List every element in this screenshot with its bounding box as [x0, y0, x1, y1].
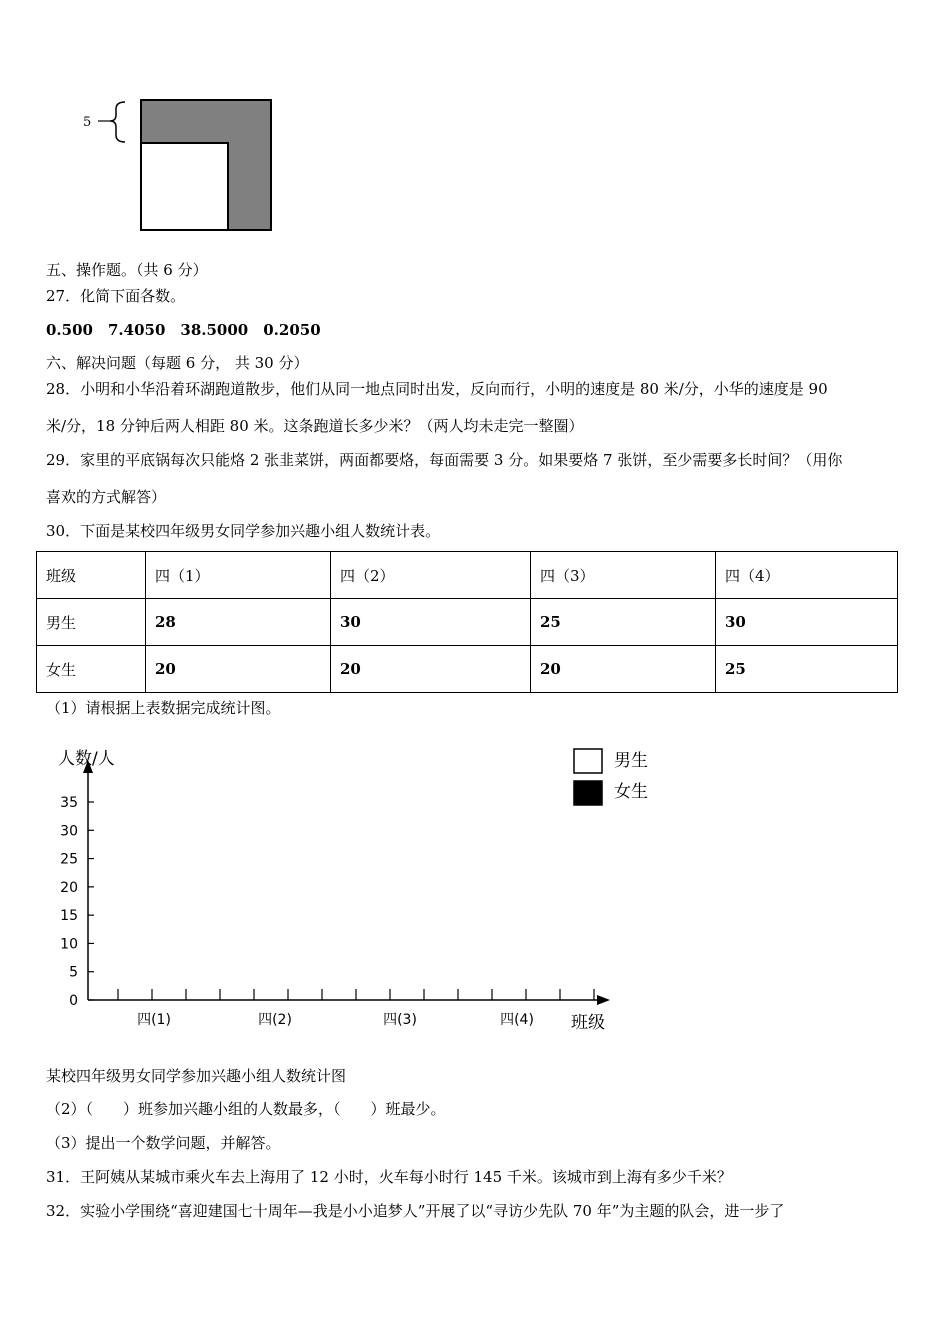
y-tick-label: 10 [60, 936, 78, 953]
table-cell: 25 [716, 646, 898, 693]
table-cell: 30 [716, 599, 898, 646]
x-category-label: 四(2) [258, 1012, 292, 1028]
table-cell: 30 [331, 599, 531, 646]
q30-text: 30．下面是某校四年级男女同学参加兴趣小组人数统计表。 [46, 522, 441, 540]
y-tick-label: 25 [60, 851, 78, 868]
legend-swatch-boys [574, 749, 602, 773]
y-tick-label: 35 [60, 795, 78, 811]
stats-table [36, 551, 898, 693]
y-axis-label: 人数/人 [58, 749, 115, 769]
brace-mark [110, 102, 125, 142]
y-tick-label: 20 [60, 879, 78, 896]
q29-line2: 喜欢的方式解答） [46, 488, 167, 506]
y-tick-label: 30 [60, 823, 78, 840]
legend-label-girls: 女生 [614, 782, 648, 802]
table-cell: 28 [146, 599, 331, 646]
q30-sub2: （2）（ ）班参加兴趣小组的人数最多，（ ）班最少。 [46, 1100, 446, 1118]
q29-line1: 29．家里的平底锅每次只能烙 2 张韭菜饼，两面都要烙，每面需要 3 分。如果要烙 7 张饼，至少需要多长时间？（用你 [46, 451, 843, 469]
y-tick-label: 0 [69, 993, 78, 1009]
table-cell: 20 [531, 646, 716, 693]
legend-swatch-girls [574, 781, 602, 805]
x-category-label: 四(1) [137, 1012, 171, 1028]
q28-line2: 米/分，18 分钟后两人相距 80 米。这条跑道长多少米？（两人均未走完一整圈） [46, 417, 584, 435]
chart-caption: 某校四年级男女同学参加兴趣小组人数统计图 [46, 1067, 347, 1085]
table-row-label: 女生 [37, 646, 146, 693]
table-cell: 20 [146, 646, 331, 693]
bar-chart [50, 738, 650, 1038]
figure-label: 5 [83, 115, 92, 130]
y-tick-label: 15 [60, 908, 78, 925]
inner-white-square [141, 143, 228, 230]
q27-numbers: 0.500 7.4050 38.5000 0.2050 [46, 321, 321, 339]
table-header-cell: 班级 [37, 552, 146, 599]
y-tick-label: 5 [69, 964, 78, 981]
q28-line1: 28．小明和小华沿着环湖跑道散步，他们从同一地点同时出发，反向而行，小明的速度是 80 米/分，小华的速度是 90 [46, 380, 828, 398]
x-category-label: 四(4) [500, 1012, 534, 1028]
table-cell: 20 [331, 646, 531, 693]
q30-sub3: （3）提出一个数学问题，并解答。 [46, 1134, 281, 1152]
table-header-row [37, 552, 898, 599]
x-axis-arrow [597, 995, 610, 1005]
section-6-title: 六、解决问题（每题 6 分， 共 30 分） [46, 354, 309, 372]
table-row-girls [37, 646, 898, 693]
x-category-label: 四(3) [383, 1012, 417, 1028]
table-header-cell: 四（1） [146, 552, 331, 599]
q31-text: 31．王阿姨从某城市乘火车去上海用了 12 小时，火车每小时行 145 千米。该城市到上海有多少千米？ [46, 1168, 732, 1186]
table-cell: 25 [531, 599, 716, 646]
table-header-cell: 四（2） [331, 552, 531, 599]
q27-text: 27．化简下面各数。 [46, 287, 186, 305]
table-header-cell: 四（3） [531, 552, 716, 599]
square-figure [80, 95, 280, 235]
table-header-cell: 四（4） [716, 552, 898, 599]
legend-label-boys: 男生 [614, 751, 648, 771]
section-5-title: 五、操作题。（共 6 分） [46, 261, 208, 279]
q32-text: 32．实验小学围绕“喜迎建国七十周年—我是小小追梦人”开展了以“寻访少先队 70 年”为主题的队会，进一步了 [46, 1202, 785, 1220]
q30-sub1: （1）请根据上表数据完成统计图。 [46, 699, 281, 717]
table-row-label: 男生 [37, 599, 146, 646]
x-axis-label: 班级 [571, 1013, 605, 1033]
table-row-boys [37, 599, 898, 646]
